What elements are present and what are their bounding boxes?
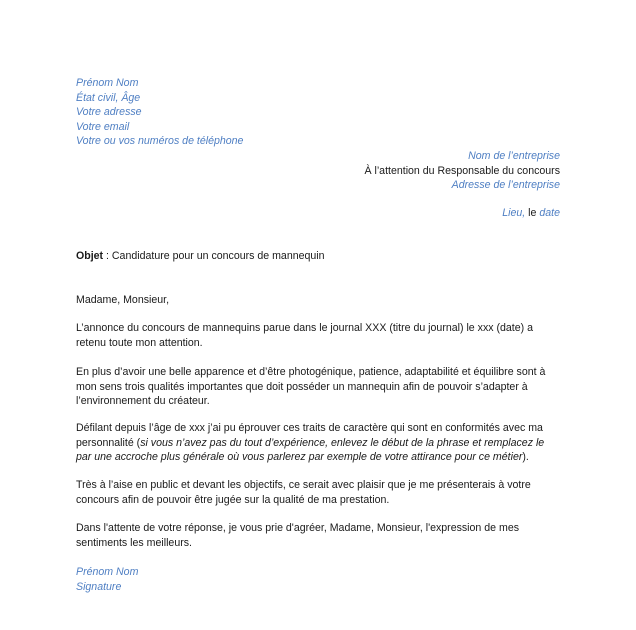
paragraph-2 [76, 365, 560, 409]
paragraph-line: Défilant depuis l’âge de xxx j’ai pu éprouver ces traits de caractère qui sont en conformités avec ma [76, 422, 543, 434]
paragraph-3 [76, 421, 560, 465]
paragraph-4 [76, 478, 560, 507]
paragraph-line: l’environnement du créateur. [76, 395, 210, 408]
closing-name: Prénom Nom [76, 566, 139, 578]
paragraph-line: L’annonce du concours de mannequins parue dans le journal XXX (titre du journal) le xxx (date) a [76, 322, 533, 334]
paragraph-fragment: ). [522, 451, 529, 464]
paragraph-italic-hint: si vous n’avez pas du tout d’expérience, enlevez le début de la phrase et remplacez le [140, 436, 545, 449]
subject-line [76, 249, 560, 264]
place-date-connector: le [525, 207, 540, 219]
paragraph-line: sentiments les meilleurs. [76, 536, 192, 549]
greeting [76, 293, 560, 308]
sender-address: Votre adresse [76, 106, 142, 119]
recipient-attention: À l’attention du Responsable du concours [364, 164, 560, 177]
sender-civil-status: État civil, Âge [76, 91, 141, 104]
closing-block [76, 565, 560, 594]
date: date [539, 207, 560, 219]
sender-name: Prénom Nom [76, 77, 139, 89]
recipient-address: Adresse de l’entreprise [451, 179, 560, 192]
sender-email: Votre email [76, 120, 130, 133]
closing-signature: Signature [76, 580, 122, 593]
paragraph-line: Dans l'attente de votre réponse, je vous prie d'agréer, Madame, Monsieur, l'expression de mes [76, 522, 520, 534]
paragraph-line [76, 436, 560, 451]
paragraph-line: Très à l’aise en public et devant les objectifs, ce serait avec plaisir que je me présenterais à votre [76, 479, 531, 491]
paragraph-5 [76, 521, 560, 550]
paragraph-1 [76, 321, 560, 350]
paragraph-fragment: personnalité ( [76, 436, 141, 449]
sender-block [76, 76, 560, 149]
greeting-text: Madame, Monsieur, [76, 294, 170, 306]
sender-phone: Votre ou vos numéros de téléphone [76, 135, 244, 148]
paragraph-italic-hint: par une accroche plus générale où vous parlerez par exemple de votre attirance pour ce métier [76, 451, 523, 464]
recipient-block [300, 149, 560, 193]
paragraph-line: En plus d’avoir une belle apparence et d’être photogénique, patience, adaptabilité et équilibre sont à [76, 366, 546, 378]
subject-label: Objet [76, 250, 104, 262]
paragraph-line: retenu toute mon attention. [76, 336, 203, 349]
recipient-company: Nom de l’entreprise [468, 150, 560, 162]
place: Lieu, [502, 207, 526, 219]
place-date [300, 206, 560, 221]
subject-text: : Candidature pour un concours de mannequin [103, 250, 325, 262]
paragraph-line: concours afin de pouvoir être jugée sur la qualité de ma prestation. [76, 493, 390, 506]
paragraph-line: mon sens trois qualités importantes que doit posséder un mannequin afin de pouvoir s’adapter à [76, 380, 528, 393]
paragraph-line [76, 450, 560, 465]
